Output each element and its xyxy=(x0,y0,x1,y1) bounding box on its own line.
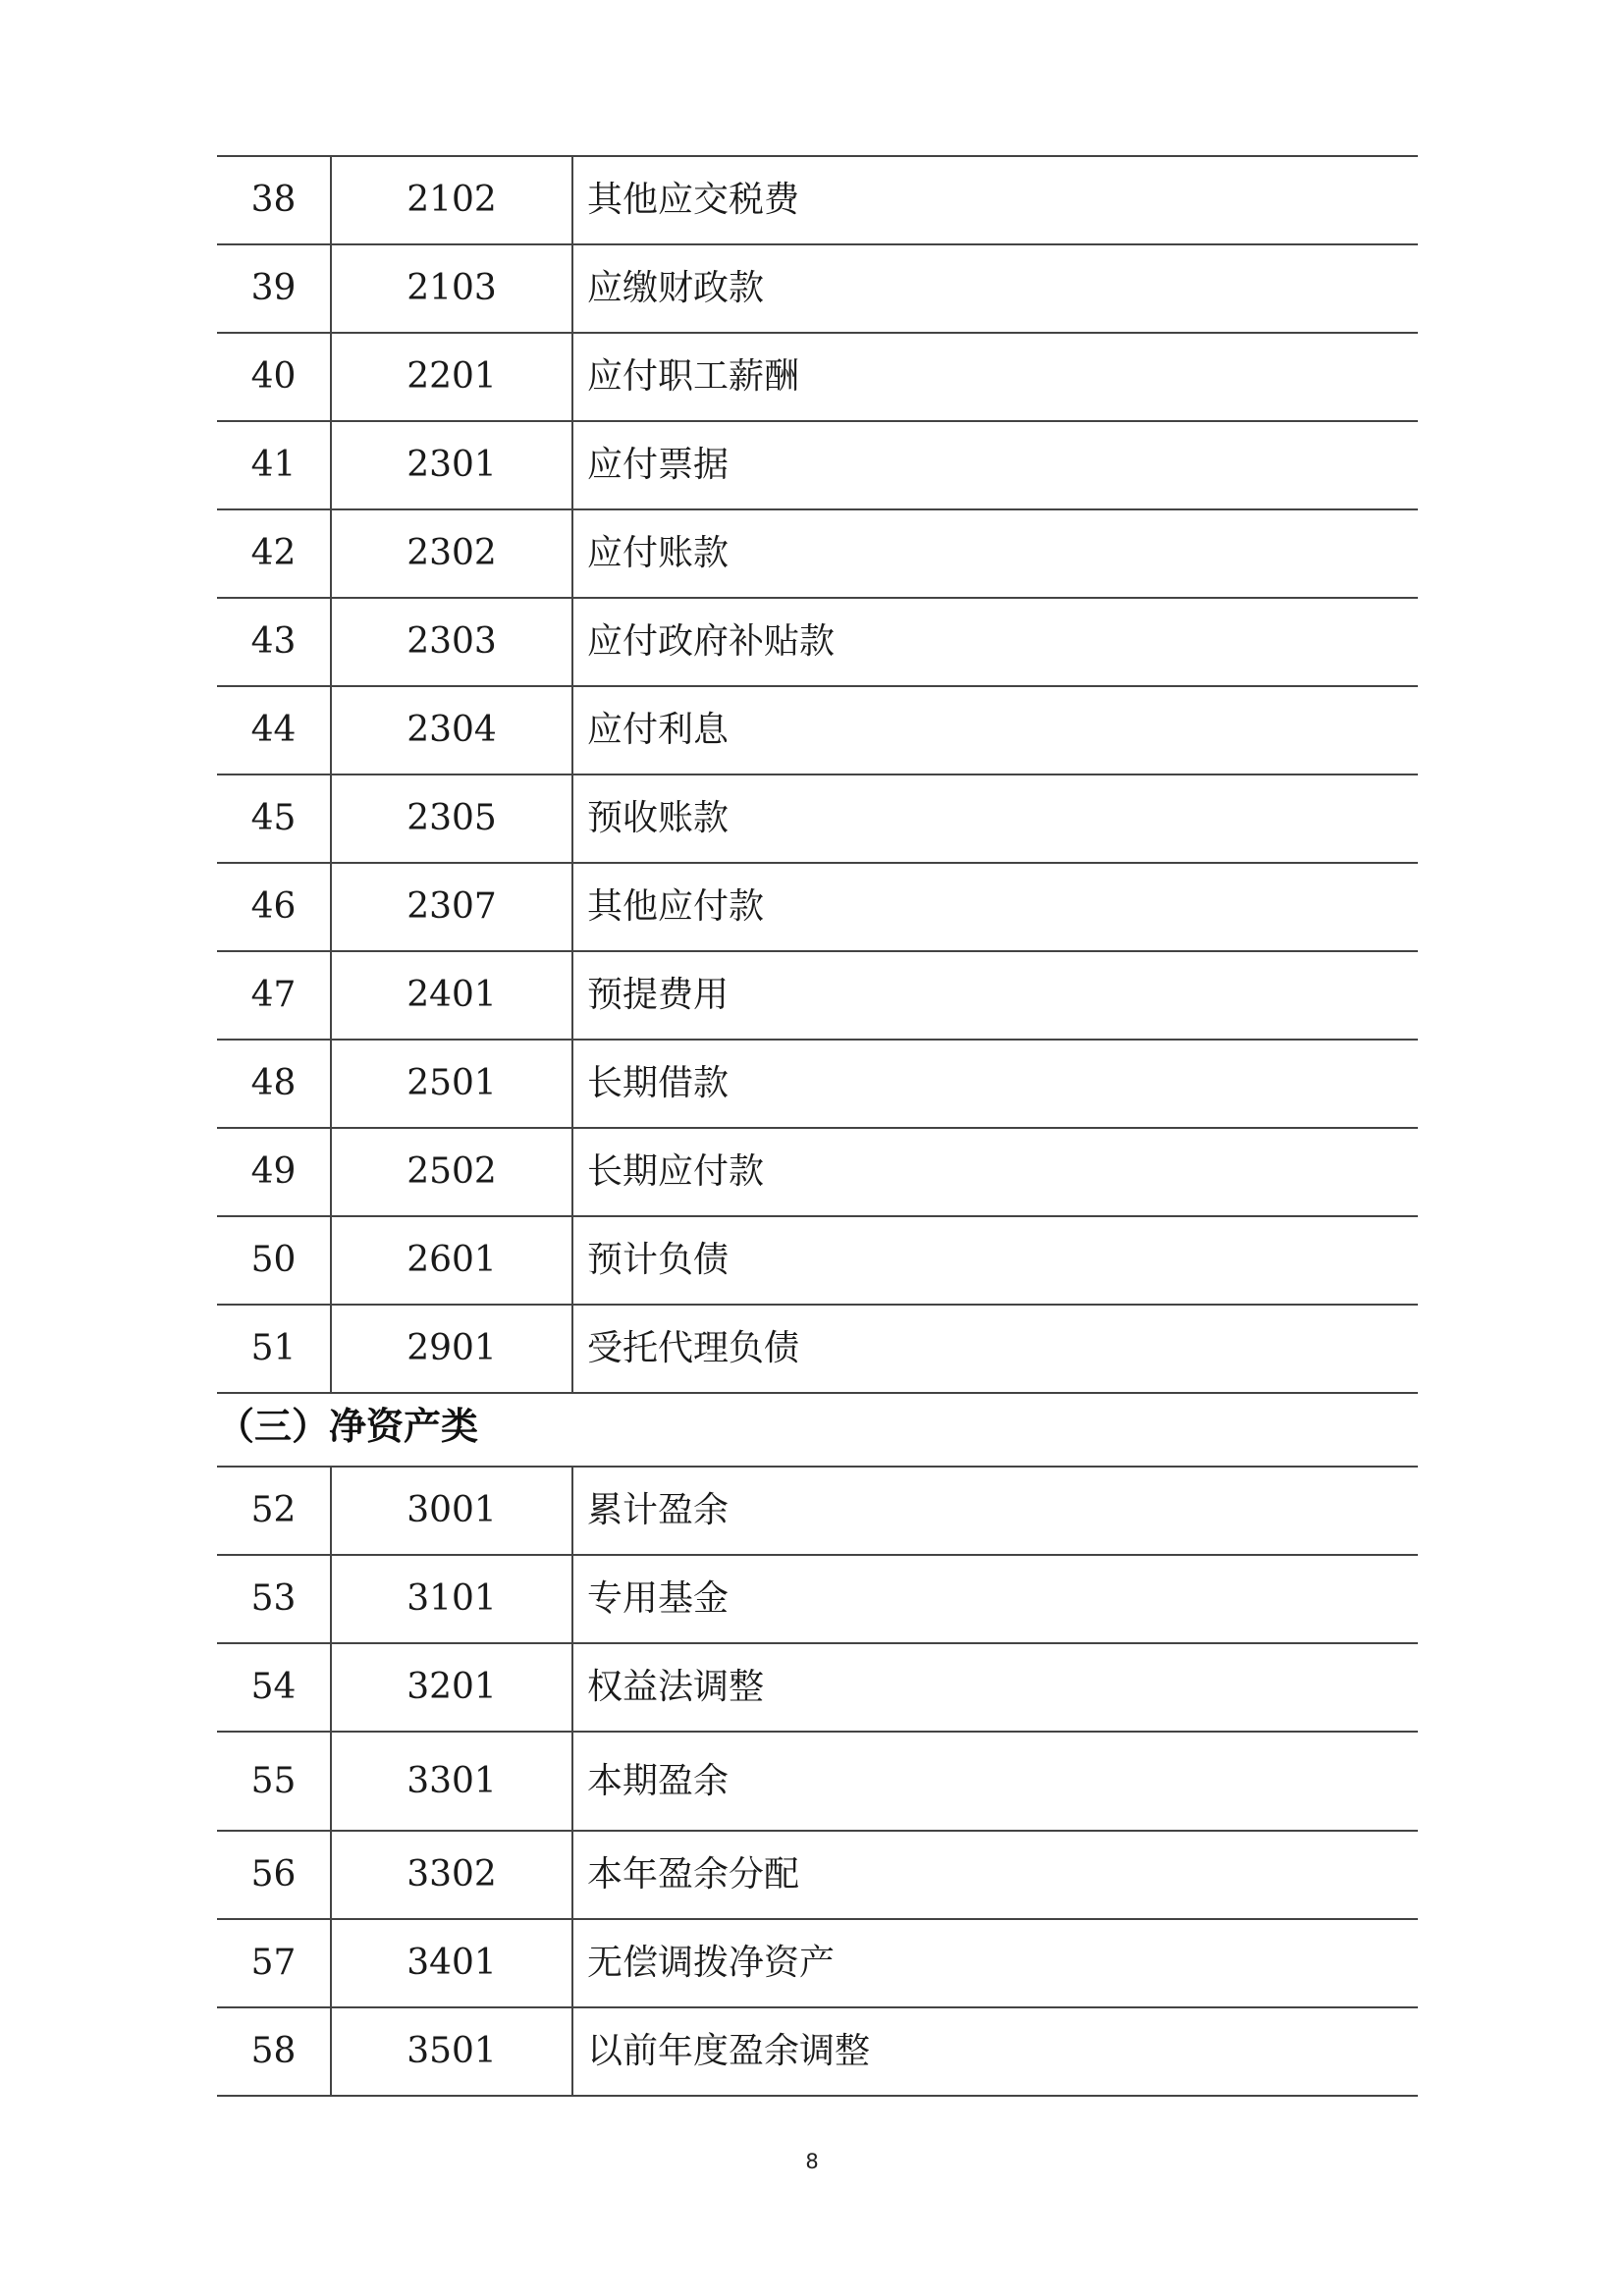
row-number: 51 xyxy=(217,1305,331,1393)
table-row xyxy=(217,156,1418,244)
row-number: 49 xyxy=(217,1128,331,1216)
row-number: 45 xyxy=(217,774,331,863)
row-number: 42 xyxy=(217,509,331,598)
account-name: 其他应交税费 xyxy=(572,156,1418,244)
account-name: 应付利息 xyxy=(572,686,1418,774)
table-row xyxy=(217,244,1418,333)
account-name: 本年盈余分配 xyxy=(572,1831,1418,1919)
table-row xyxy=(217,421,1418,509)
row-number: 43 xyxy=(217,598,331,686)
account-name: 应付职工薪酬 xyxy=(572,333,1418,421)
account-code: 2201 xyxy=(331,333,572,421)
table-row xyxy=(217,1128,1418,1216)
row-number: 46 xyxy=(217,863,331,951)
row-number: 38 xyxy=(217,156,331,244)
account-name: 以前年度盈余调整 xyxy=(572,2007,1418,2096)
table-row xyxy=(217,686,1418,774)
account-code: 2502 xyxy=(331,1128,572,1216)
table-row xyxy=(217,1831,1418,1919)
account-name: 其他应付款 xyxy=(572,863,1418,951)
account-code: 2305 xyxy=(331,774,572,863)
row-number: 52 xyxy=(217,1467,331,1555)
account-name: 应付账款 xyxy=(572,509,1418,598)
account-name: 应付政府补贴款 xyxy=(572,598,1418,686)
net-assets-account-table xyxy=(217,1466,1418,2097)
row-number: 58 xyxy=(217,2007,331,2096)
account-code: 2304 xyxy=(331,686,572,774)
account-name: 预收账款 xyxy=(572,774,1418,863)
table-row xyxy=(217,1643,1418,1732)
account-name: 应缴财政款 xyxy=(572,244,1418,333)
row-number: 47 xyxy=(217,951,331,1040)
row-number: 48 xyxy=(217,1040,331,1128)
table-row xyxy=(217,1305,1418,1393)
account-code: 2303 xyxy=(331,598,572,686)
account-code: 2301 xyxy=(331,421,572,509)
account-name: 预计负债 xyxy=(572,1216,1418,1305)
account-code: 2302 xyxy=(331,509,572,598)
table-row xyxy=(217,1216,1418,1305)
table-row xyxy=(217,951,1418,1040)
account-code: 2501 xyxy=(331,1040,572,1128)
table-row xyxy=(217,598,1418,686)
account-code: 2102 xyxy=(331,156,572,244)
account-name: 无偿调拨净资产 xyxy=(572,1919,1418,2007)
table-row xyxy=(217,1040,1418,1128)
account-name: 长期借款 xyxy=(572,1040,1418,1128)
account-name: 本期盈余 xyxy=(572,1732,1418,1831)
account-name: 受托代理负债 xyxy=(572,1305,1418,1393)
row-number: 41 xyxy=(217,421,331,509)
account-name: 预提费用 xyxy=(572,951,1418,1040)
row-number: 56 xyxy=(217,1831,331,1919)
account-code: 2601 xyxy=(331,1216,572,1305)
row-number: 40 xyxy=(217,333,331,421)
account-code: 3101 xyxy=(331,1555,572,1643)
table-row xyxy=(217,2007,1418,2096)
account-code: 3401 xyxy=(331,1919,572,2007)
row-number: 44 xyxy=(217,686,331,774)
account-code: 3001 xyxy=(331,1467,572,1555)
account-name: 权益法调整 xyxy=(572,1643,1418,1732)
account-code: 2401 xyxy=(331,951,572,1040)
account-code: 3501 xyxy=(331,2007,572,2096)
account-name: 累计盈余 xyxy=(572,1467,1418,1555)
table-row xyxy=(217,1732,1418,1831)
page-number: 8 xyxy=(805,2150,819,2173)
section-heading-net-assets: （三）净资产类 xyxy=(217,1405,479,1448)
table-row xyxy=(217,863,1418,951)
account-code: 3302 xyxy=(331,1831,572,1919)
row-number: 50 xyxy=(217,1216,331,1305)
table-row xyxy=(217,774,1418,863)
table-row xyxy=(217,1555,1418,1643)
row-number: 39 xyxy=(217,244,331,333)
account-code: 2103 xyxy=(331,244,572,333)
table-row xyxy=(217,509,1418,598)
row-number: 53 xyxy=(217,1555,331,1643)
row-number: 57 xyxy=(217,1919,331,2007)
account-name: 长期应付款 xyxy=(572,1128,1418,1216)
account-code: 2307 xyxy=(331,863,572,951)
account-code: 3301 xyxy=(331,1732,572,1831)
table-row xyxy=(217,333,1418,421)
account-code: 2901 xyxy=(331,1305,572,1393)
row-number: 55 xyxy=(217,1732,331,1831)
table-row xyxy=(217,1919,1418,2007)
account-code: 3201 xyxy=(331,1643,572,1732)
table-row xyxy=(217,1467,1418,1555)
row-number: 54 xyxy=(217,1643,331,1732)
account-name: 应付票据 xyxy=(572,421,1418,509)
account-name: 专用基金 xyxy=(572,1555,1418,1643)
liabilities-account-table xyxy=(217,155,1418,1394)
